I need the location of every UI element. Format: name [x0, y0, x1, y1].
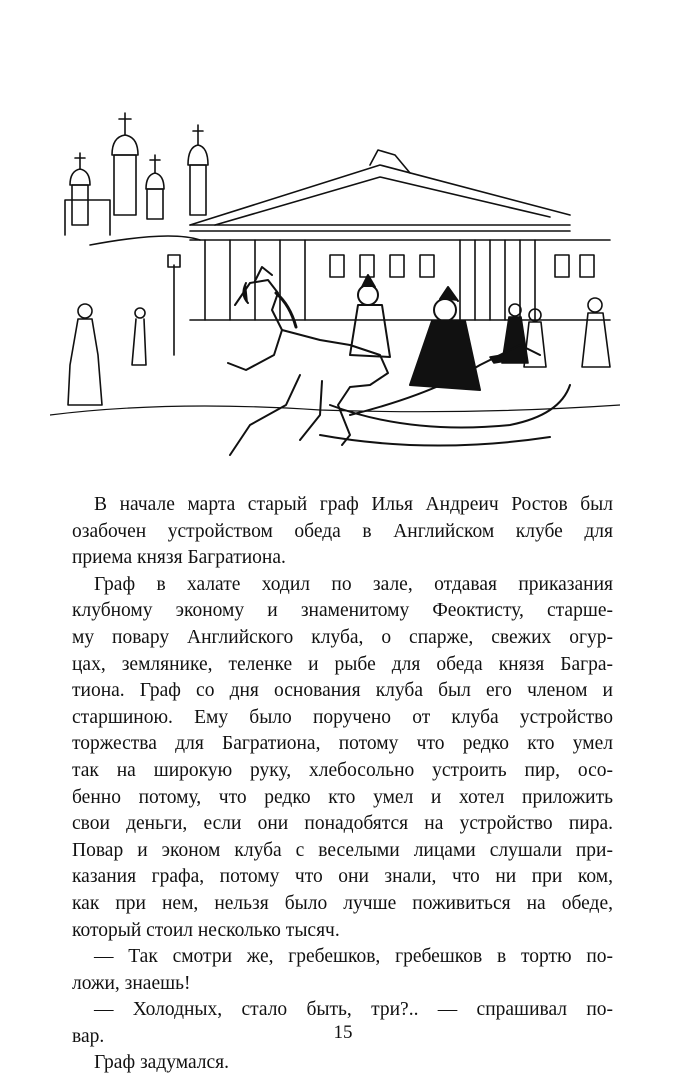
text-line: вар. [72, 1025, 105, 1047]
text-line: му повару Английского клуба, о спарже, свежих огур- [72, 626, 613, 648]
paragraph [72, 1050, 613, 1077]
text-line: Граф задумался. [94, 1052, 229, 1074]
figures-left [68, 255, 180, 405]
text-line: ложи, знаешь! [72, 972, 191, 994]
troika-sleigh-sketch-icon [50, 105, 620, 475]
text-line: который стоил несколько тысяч. [72, 919, 340, 941]
text-line: клубному эконому и знаменитому Феоктисту, старше- [72, 600, 613, 622]
text-line: — Холодных, стало быть, три?.. — спрашивал по- [94, 999, 613, 1021]
sleigh [320, 275, 570, 446]
text-line: как при нем, нельзя было лучше поживиться на обеде, [72, 892, 613, 914]
text-line: так на широкую руку, хлебосольно устроить пир, осо- [72, 759, 613, 781]
text-line: торжества для Багратиона, потому что редко кто умел [72, 733, 613, 755]
text-line: старшиною. Ему было поручено от клуба устройство [72, 706, 613, 728]
text-line: Повар и эконом клуба с веселыми лицами слушали при- [72, 839, 613, 861]
horse [228, 267, 388, 455]
illustration [50, 105, 620, 475]
paragraph [72, 572, 613, 944]
church-domes [65, 113, 208, 235]
text-line: озабочен устройством обеда в Английском клубе для [72, 520, 613, 542]
text-line: Граф в халате ходил по зале, отдавая приказания [94, 573, 613, 595]
text-line: казания графа, потому что они знали, что ни при ком, [72, 866, 613, 888]
paragraph [72, 492, 613, 572]
text-line: приема князя Багратиона. [72, 547, 286, 569]
paragraph [72, 944, 613, 997]
text-line: тиона. Граф со дня основания клуба был его членом и [72, 680, 613, 702]
text-line: цах, землянике, теленке и рыбе для обеда князя Багра- [72, 653, 613, 675]
text-line: свои деньги, если они понадобятся на устройство пира. [72, 813, 613, 835]
text-line: — Так смотри же, гребешков, гребешков в тортю по- [94, 946, 613, 968]
text-line: В начале марта старый граф Илья Андреич Ростов был [94, 494, 613, 515]
figures-right [490, 298, 610, 367]
text-line: бенно потому, что редко кто умел и хотел приложить [72, 786, 613, 808]
body-text [72, 492, 613, 1077]
page-number: 15 [333, 1022, 353, 1043]
